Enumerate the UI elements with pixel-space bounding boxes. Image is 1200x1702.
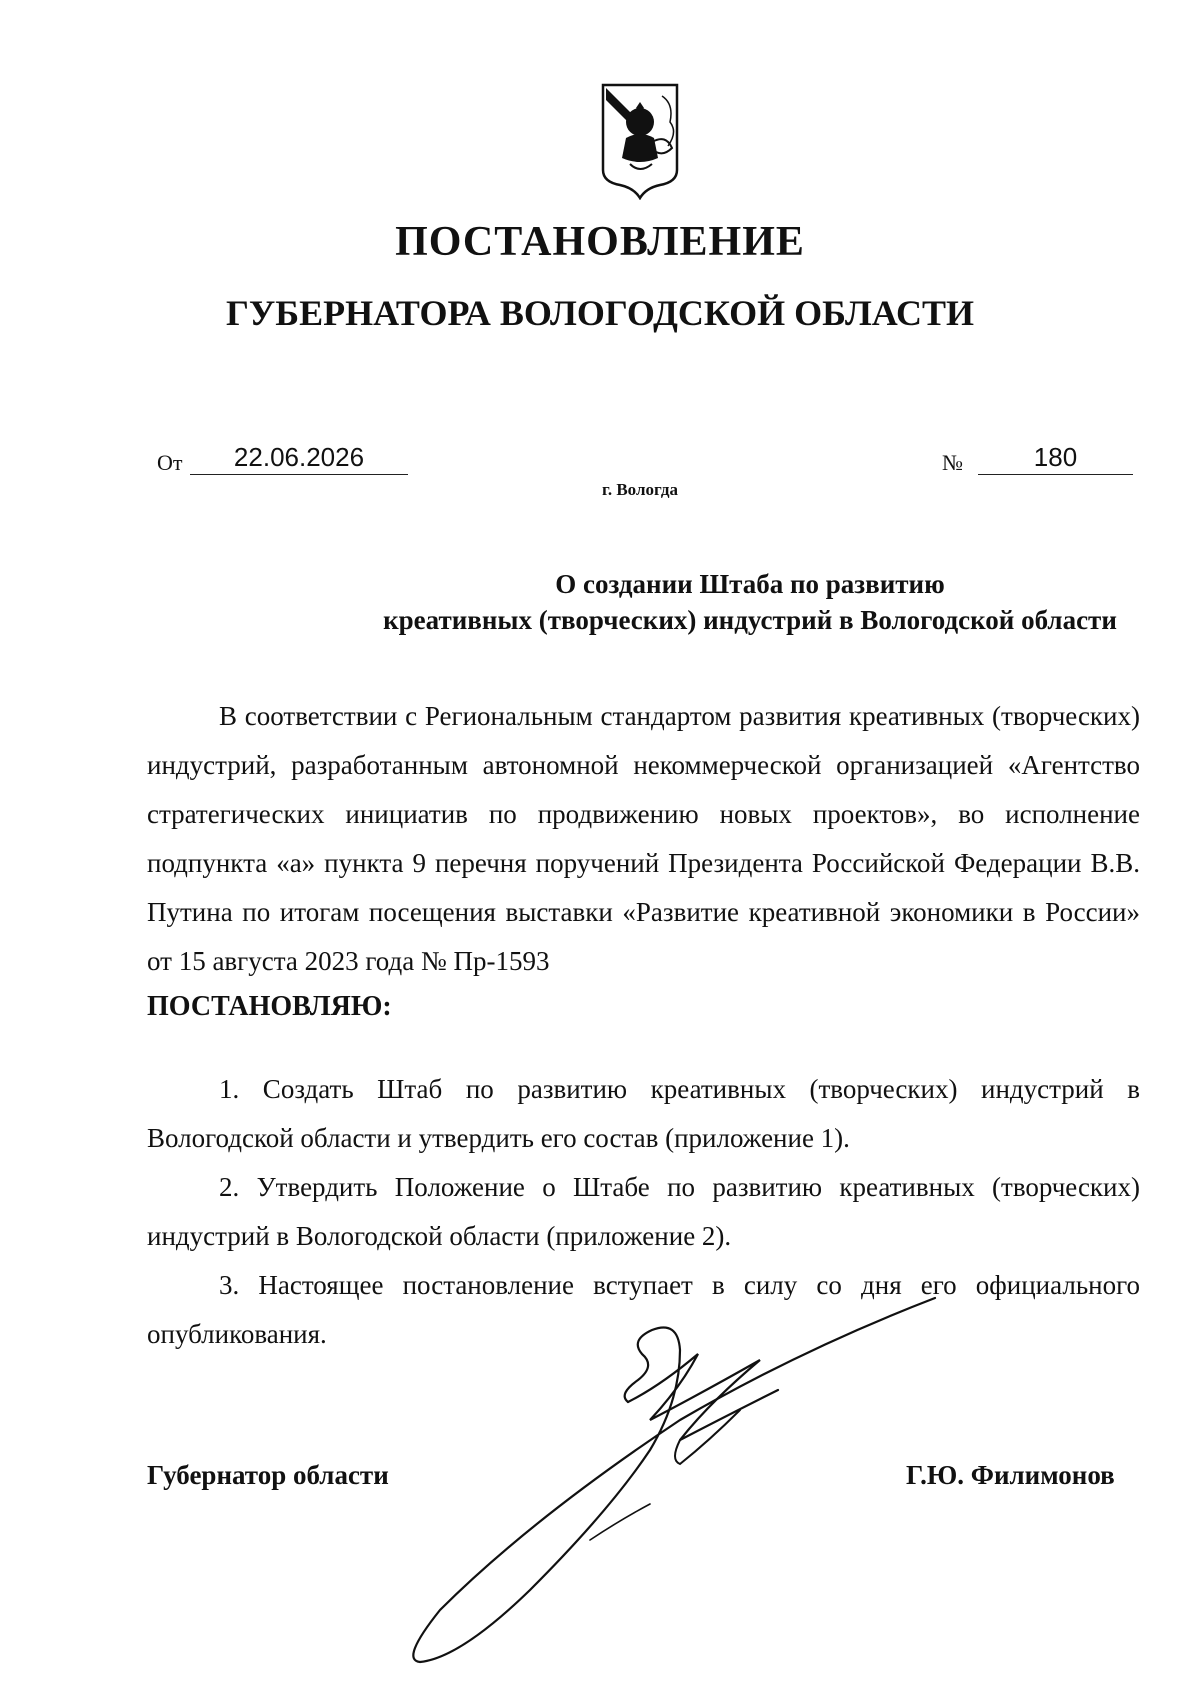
signatory-name: Г.Ю. Филимонов	[906, 1460, 1115, 1490]
decree-item-2: 2. Утвердить Положение о Штабе по развитию креативных (творческих) индустрий в Вологодской области (приложение 2).	[147, 1172, 1140, 1251]
document-city: г. Вологда	[602, 480, 678, 499]
decree-heading: ПОСТАНОВЛЯЮ:	[147, 991, 392, 1022]
document-subject	[0, 566, 1200, 638]
decree-item-3: 3. Настоящее постановление вступает в силу со дня его официального опубликования.	[147, 1270, 1140, 1349]
preamble-paragraph: В соответствии с Региональным стандартом развития креативных (творческих) индустрий, разработанным автономной некоммерческой организацией «Агентство стратегических инициатив по продвижению новых проектов», во исполнение подпункта «а» пункта 9 перечня поручений Президента Российской Федерации В.В. Путина по итогам посещения выставки «Развитие креативной экономики в России» от 15 августа 2023 года № Пр-1593	[147, 701, 1140, 976]
subject-line-2: креативных (творческих) индустрий в Вологодской области	[383, 605, 1117, 635]
document-number: 180	[978, 440, 1133, 475]
coat-of-arms-icon	[600, 82, 680, 200]
decree-item-1: 1. Создать Штаб по развитию креативных (творческих) индустрий в Вологодской области и утвердить его состав (приложение 1).	[147, 1074, 1140, 1153]
date-label: От	[157, 450, 183, 475]
document-body	[147, 692, 1140, 1359]
document-subtitle: ГУБЕРНАТОРА ВОЛОГОДСКОЙ ОБЛАСТИ	[225, 293, 975, 333]
signatory-position: Губернатор области	[147, 1460, 389, 1490]
handwritten-signature-icon	[380, 1290, 1000, 1670]
document-date: 22.06.2026	[190, 440, 408, 475]
number-label: №	[942, 450, 963, 475]
document-title: ПОСТАНОВЛЕНИЕ	[395, 219, 805, 265]
subject-line-1: О создании Штаба по развитию	[555, 569, 945, 599]
